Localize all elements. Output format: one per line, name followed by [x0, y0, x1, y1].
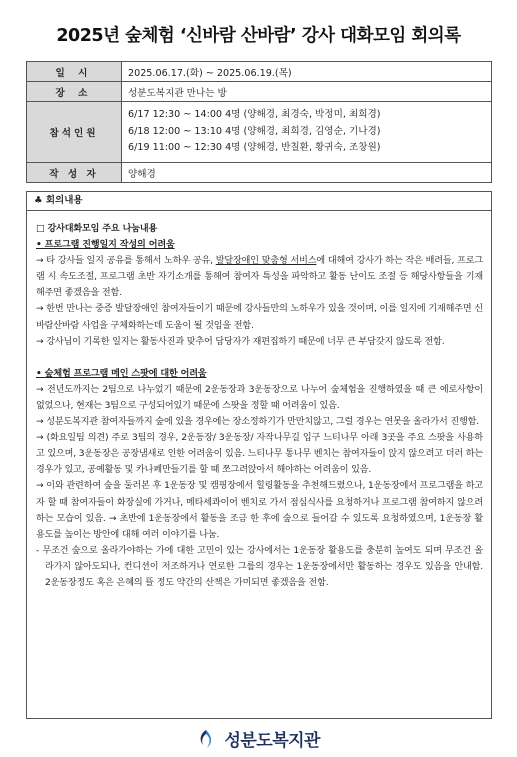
- attendees-label: 참석인원: [27, 102, 122, 163]
- section-1-paragraph: → 강사님이 기록한 일지는 활동사진과 맞추어 담당자가 재편집하기 때문에 너무 큰 부담갖지 않도록 전함.: [36, 336, 445, 347]
- section-2-paragraph: → 성분도복지관 참여자들까지 숲에 있을 경우에는 장소정하기가 만만치않고, 그럴 경우는 연못을 올라가서 진행함.: [36, 417, 480, 428]
- section-2-note: - 무조건 숲으로 올라가야하는 가에 대한 고민이 있는 강사에서는 1운동장 활용도를 충분히 높여도 되며 무조건 올라가지 않아도되나, 컨디션이 저조하거나 연로한 그룹의 경우는 1운동장에서만 활동하는 경우도 있음을 안내함. 2운동장정도 혹은 은혜의 뜰 정도 약간의 산책은 가미되면 좋겠음을 전함.: [36, 545, 483, 588]
- content-body: [27, 211, 491, 591]
- attendees-value: [122, 102, 492, 163]
- highlighted-phrase: 발달장애인 맞춤형 서비스: [215, 256, 317, 267]
- section-1-paragraph: → 한번 만나는 중증 발달장애인 참여자들이기 때문에 강사들만의 노하우가 있을 것이며, 이를 일지에 기재해주면 신바람산바람 사업을 구체화하는데 도움이 될 것임을 전함.: [36, 304, 483, 331]
- content-header: [27, 192, 491, 211]
- section-2-paragraph: → 전년도까지는 2팀으로 나누었기 때문에 2운동장과 3운동장으로 나누어 숲체험을 진행하였을 때 큰 에로사항이 없었으나, 현재는 3팀으로 구성되어있기 때문에 스팟을 정할 때 어려움이 있음.: [36, 384, 483, 411]
- section-2-paragraph: → 이와 관련하여 숲을 둘러본 후 1운동장 및 캠핑장에서 힐링활동을 추천해드렸으나, 1운동장에서 프로그램을 하고자 할 때 참여자들이 화장실에 가거나, 메타세콰이어 벤치로 가서 점심식사를 요청하거나 프로그램 참여하지 않으려 하는 모습이 있음. → 초반에 1운동장에서 활동을 조금 한 후에 숲으로 들어갈 수 있도록 요청하였으며, 1운동장 활용도를 높이는 방안에 대해 여러 이야기를 나눔.: [36, 481, 483, 540]
- organization-logo-icon: [197, 729, 215, 749]
- text-span: → 타 강사들 일지 공유를 통해서 노하우 공유,: [36, 256, 213, 267]
- place-value: 성분도복지관 만나는 방: [122, 82, 492, 102]
- writer-value: 양해경: [122, 163, 492, 183]
- section-2-title: • 숲체험 프로그램 메인 스팟에 대한 어려움: [36, 368, 207, 379]
- meeting-content-box: [26, 191, 492, 719]
- attendees-line: 6/17 12:30 ~ 14:00 4명 (양해경, 최경숙, 박정미, 최희경): [128, 109, 381, 121]
- writer-label: 작 성 자: [27, 163, 122, 183]
- date-value: 2025.06.17.(화) ~ 2025.06.19.(목): [122, 62, 492, 82]
- attendees-line: 6/18 12:00 ~ 13:10 4명 (양해경, 최희경, 김영순, 기나경): [128, 125, 381, 137]
- text-span: 에 대해여 강사가 하는 작은 배려들, 프로그램 시 속도조절, 프로그램 초반 자기소개를 통해여 참여자 특성을 파악하고 활동 난이도 조절 등 해당사항들을 기재해주면 좋겠음을 전함.: [36, 256, 483, 299]
- topic-heading: □ 강사대화모임 주요 나눔내용: [36, 224, 158, 234]
- content-header-label: 회의내용: [45, 195, 83, 206]
- section-1-title: • 프로그램 진행일지 작성의 어려움: [36, 240, 175, 251]
- document-title: 2025년 숲체험 ‘신바람 산바람’ 강사 대화모임 회의록: [56, 26, 461, 46]
- section-1-paragraph: [36, 253, 483, 301]
- date-label: 일 시: [27, 62, 122, 82]
- info-table: [26, 61, 492, 183]
- footer: [0, 726, 517, 751]
- attendees-line: 6/19 11:00 ~ 12:30 4명 (양해경, 반칠환, 황귀숙, 조창원): [128, 142, 381, 154]
- organization-name: 성분도복지관: [224, 731, 320, 751]
- place-label: 장 소: [27, 82, 122, 102]
- club-icon: ♣: [34, 195, 43, 206]
- section-2-paragraph: → (화요일팀 의견) 주로 3팀의 경우, 2운동장/ 3운동장/ 자작나무길 입구 느티나무 아래 3곳을 주요 스팟을 사용하고 있으며, 3운동장은 공장냄새로 인한 어려움이 있음. 느티나무 통나무 벤치는 참여자들이 앉지 않으려고 더러 하는 경우가 있고, 공예활동 및 카나페만들기를 할 때 쪼그려앉아서 해야하는 어려움이 있음.: [36, 433, 483, 476]
